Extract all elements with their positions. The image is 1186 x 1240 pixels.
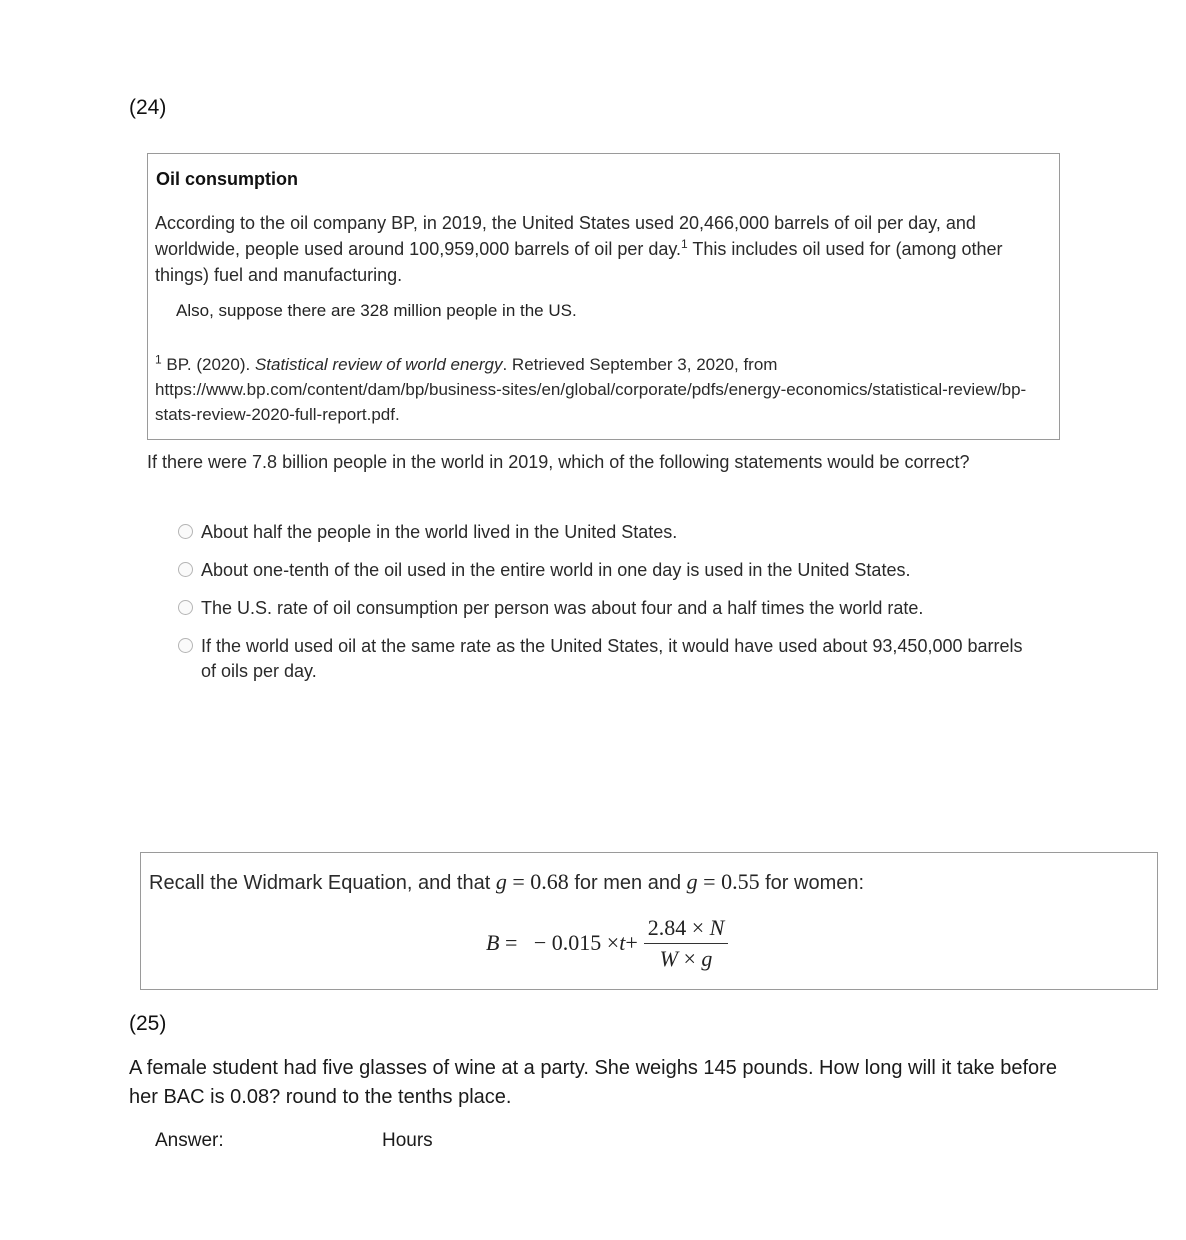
answer-label: Answer: xyxy=(155,1130,224,1151)
answer-input[interactable] xyxy=(248,1124,372,1158)
option-label: If the world used oil at the same rate as the United States, it would have used about 93,450,000 barrels of oils per day. xyxy=(201,636,1023,681)
b-variable: B xyxy=(486,930,500,955)
fraction xyxy=(644,915,729,972)
times-sign: × xyxy=(678,945,702,971)
question-25-prompt: A female student had five glasses of wine at a party. She weighs 145 pounds. How long will it take before her BAC is 0.08? round to the tenths place. xyxy=(129,1057,1057,1108)
g-men-value: 0.68 xyxy=(530,869,569,894)
g-variable: g xyxy=(701,945,713,971)
answer-options xyxy=(178,520,1038,697)
radio-button[interactable] xyxy=(178,600,193,615)
fraction-denominator xyxy=(656,944,717,972)
question-25-number: (25) xyxy=(129,1012,167,1035)
option-1[interactable] xyxy=(178,520,1038,545)
widmark-equation xyxy=(486,911,728,975)
equals-sign: = xyxy=(703,869,716,894)
oil-paragraph-tail: This includes oil used for (among other things) fuel and manufacturing. xyxy=(155,239,1003,285)
w-variable: W xyxy=(659,945,678,971)
option-2[interactable] xyxy=(178,558,1038,583)
population-note: Also, suppose there are 328 million people in the US. xyxy=(176,301,577,320)
radio-button[interactable] xyxy=(178,524,193,539)
fraction-numerator xyxy=(644,915,729,944)
hours-unit-label: Hours xyxy=(382,1130,433,1151)
footnote-number: 1 xyxy=(155,352,162,367)
equals-sign: = xyxy=(504,930,518,955)
radio-button[interactable] xyxy=(178,562,193,577)
t-variable: t xyxy=(619,930,626,955)
widmark-intro-line xyxy=(149,869,864,895)
men-text: for men and xyxy=(574,872,682,894)
question-24-prompt: If there were 7.8 billion people in the world in 2019, which of the following statements would be correct? xyxy=(147,452,970,472)
option-4[interactable] xyxy=(178,634,1038,684)
n-variable: N xyxy=(709,914,725,940)
g-symbol: g xyxy=(495,869,507,894)
g-women-value: 0.55 xyxy=(721,869,760,894)
oil-box-paragraph xyxy=(155,210,1045,288)
widmark-equation-box xyxy=(140,852,1158,990)
equals-sign: = xyxy=(512,869,525,894)
option-label: About one-tenth of the oil used in the entire world in one day is used in the United States. xyxy=(201,560,911,580)
option-label: The U.S. rate of oil consumption per person was about four and a half times the world rate. xyxy=(201,598,924,618)
oil-consumption-box xyxy=(147,153,1060,440)
radio-button[interactable] xyxy=(178,638,193,653)
plus-sign: + xyxy=(625,930,638,955)
minus-term: − 0.015 × xyxy=(533,930,620,955)
footnote-lead: BP. (2020). xyxy=(161,355,255,374)
question-24-number: (24) xyxy=(129,96,167,119)
option-3[interactable] xyxy=(178,596,1038,621)
footnote-source-title: Statistical review of world energy xyxy=(254,355,503,374)
footnote-marker: 1 xyxy=(681,237,688,251)
footnote-rest: . Retrieved September 3, 2020, from https://www.bp.com/content/dam/bp/business-sites/en/global/corporate/pdfs/energy-economics/statistical-review/bp-stats-review-2020-full-report.pdf. xyxy=(155,355,1027,424)
oil-paragraph-main: According to the oil company BP, in 2019, the United States used 20,466,000 barrels of oil per day, and worldwide, people used around 100,959,000 barrels of oil per day. xyxy=(155,213,976,259)
numerator-coefficient: 2.84 × xyxy=(647,914,710,940)
footnote xyxy=(155,352,1045,427)
widmark-intro-text: Recall the Widmark Equation, and that xyxy=(149,872,491,894)
oil-box-title: Oil consumption xyxy=(156,169,298,189)
women-text: for women: xyxy=(765,872,865,894)
g-symbol: g xyxy=(686,869,698,894)
option-label: About half the people in the world lived in the United States. xyxy=(201,522,678,542)
